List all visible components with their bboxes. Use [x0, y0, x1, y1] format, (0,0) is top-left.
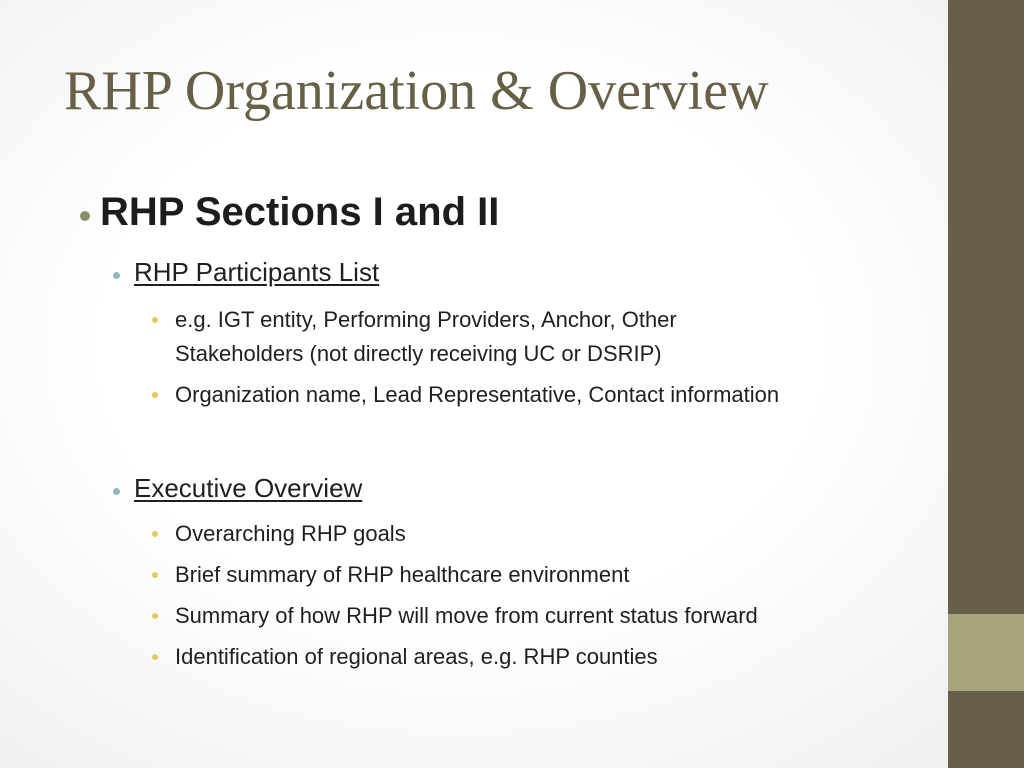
list-item: e.g. IGT entity, Performing Providers, Anchor, Other: [175, 307, 677, 332]
list-item: Brief summary of RHP healthcare environment: [175, 562, 630, 587]
bullet-dot-level2: [113, 272, 120, 279]
list-item: Organization name, Lead Representative, Contact information: [175, 382, 780, 407]
bullet-dot-level3: [152, 654, 158, 660]
list-item: Summary of how RHP will move from current status forward: [175, 603, 758, 628]
bullet-dot-level1: [80, 211, 90, 221]
bullet-dot-level3: [152, 392, 158, 398]
slide-title: RHP Organization & Overview: [64, 60, 769, 122]
bullet-dot-level3: [152, 317, 158, 323]
section-heading-participants: RHP Participants List: [134, 257, 380, 287]
bullet-dot-level3: [152, 613, 158, 619]
section-heading-executive-overview: Executive Overview: [134, 473, 363, 503]
bullet-dot-level3: [152, 531, 158, 537]
bullet-dot-level2: [113, 488, 120, 495]
bullet-level1-sections: RHP Sections I and II: [100, 190, 500, 234]
list-item: Identification of regional areas, e.g. RHP counties: [175, 644, 658, 669]
list-item-continuation: Stakeholders (not directly receiving UC or DSRIP): [175, 341, 662, 366]
list-item: Overarching RHP goals: [175, 521, 406, 546]
bullet-dot-level3: [152, 572, 158, 578]
decorative-sidebar-accent: [948, 614, 1024, 691]
